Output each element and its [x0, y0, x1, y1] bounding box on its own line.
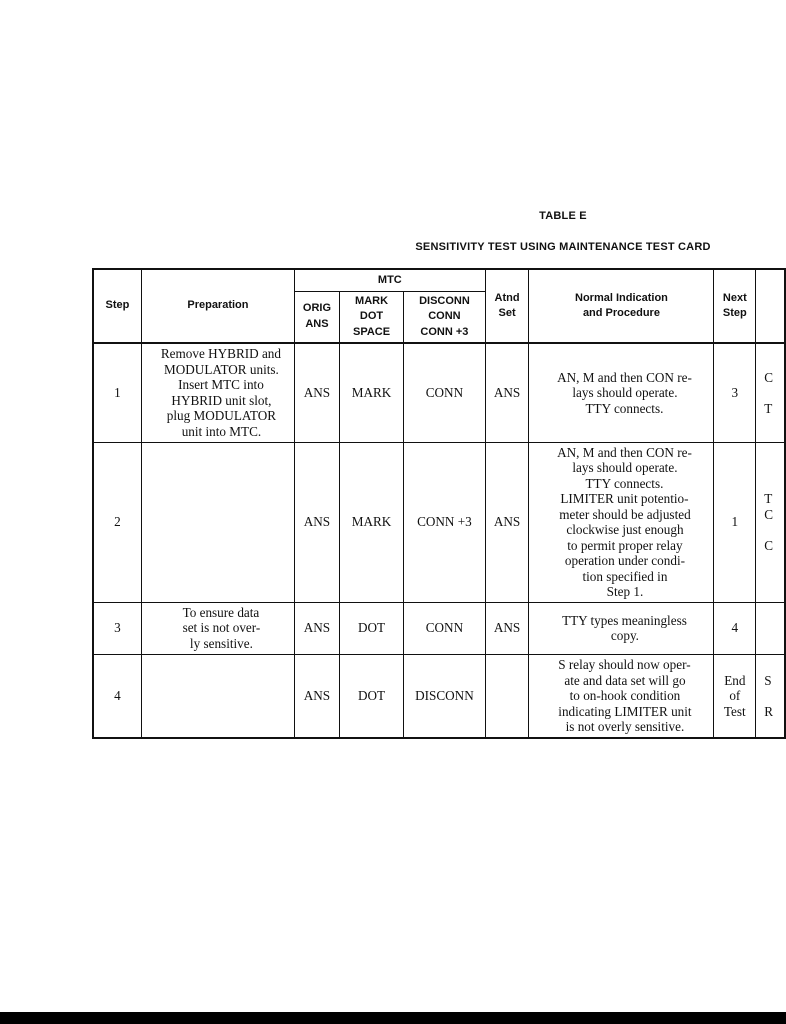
step-cell: 3: [93, 602, 141, 654]
header-orig-ans: ORIG ANS: [295, 291, 340, 343]
preparation-cell: [141, 442, 294, 602]
next-step-cell: 3: [714, 343, 756, 442]
next-step-cell: 1: [714, 442, 756, 602]
normal-indication-cell: TTY types meaningless copy.: [529, 602, 714, 654]
step-cell: 1: [93, 343, 141, 442]
preparation-cell: Remove HYBRID and MODULATOR units. Insert MTC into HYBRID unit slot, plug MODULATOR unit into MTC.: [141, 343, 294, 442]
next-step-cell: 4: [714, 602, 756, 654]
preparation-cell: [141, 654, 294, 738]
header-disconn-conn: DISCONN CONN CONN +3: [404, 291, 485, 343]
normal-indication-cell: AN, M and then CON re- lays should operate. TTY connects.: [529, 343, 714, 442]
atnd-set-cell: [485, 654, 529, 738]
header-normal-indication: Normal Indication and Procedure: [529, 269, 714, 343]
mark-dot-space-cell: MARK: [339, 343, 403, 442]
table-row: [93, 654, 785, 738]
atnd-set-cell: ANS: [485, 343, 529, 442]
step-cell: 2: [93, 442, 141, 602]
header-atnd-set: Atnd Set: [485, 269, 529, 343]
orig-ans-cell: ANS: [295, 343, 340, 442]
header-mark-dot-space: MARK DOT SPACE: [339, 291, 403, 343]
step-cell: 4: [93, 654, 141, 738]
disconn-conn-cell: CONN +3: [404, 442, 485, 602]
disconn-conn-cell: DISCONN: [404, 654, 485, 738]
mark-dot-space-cell: DOT: [339, 602, 403, 654]
header-cut-off: [756, 269, 785, 343]
normal-indication-cell: AN, M and then CON re- lays should operate. TTY connects. LIMITER unit potentio- meter should be adjusted clockwise just enough to permit proper relay operation under condi- tion specified in Step 1.: [529, 442, 714, 602]
atnd-set-cell: ANS: [485, 602, 529, 654]
cut-off-cell: S R: [756, 654, 785, 738]
header-step: Step: [93, 269, 141, 343]
table-label: TABLE E: [539, 210, 587, 222]
table-row: [93, 602, 785, 654]
table-row: [93, 442, 785, 602]
sensitivity-test-table: [92, 268, 786, 739]
preparation-cell: To ensure data set is not over- ly sensitive.: [141, 602, 294, 654]
orig-ans-cell: ANS: [295, 602, 340, 654]
orig-ans-cell: ANS: [295, 442, 340, 602]
orig-ans-cell: ANS: [295, 654, 340, 738]
next-step-cell: End of Test: [714, 654, 756, 738]
scan-border-bar: [0, 1012, 786, 1024]
cut-off-cell: [756, 602, 785, 654]
header-preparation: Preparation: [141, 269, 294, 343]
atnd-set-cell: ANS: [485, 442, 529, 602]
header-mtc: MTC: [295, 269, 486, 291]
disconn-conn-cell: CONN: [404, 343, 485, 442]
mark-dot-space-cell: DOT: [339, 654, 403, 738]
normal-indication-cell: S relay should now oper- ate and data set will go to on-hook condition indicating LIMITER unit is not overly sensitive.: [529, 654, 714, 738]
header-next-step: Next Step: [714, 269, 756, 343]
table-row: [93, 343, 785, 442]
cut-off-cell: C T: [756, 343, 785, 442]
cut-off-cell: T C C: [756, 442, 785, 602]
mark-dot-space-cell: MARK: [339, 442, 403, 602]
disconn-conn-cell: CONN: [404, 602, 485, 654]
table-title: SENSITIVITY TEST USING MAINTENANCE TEST CARD: [415, 241, 711, 253]
